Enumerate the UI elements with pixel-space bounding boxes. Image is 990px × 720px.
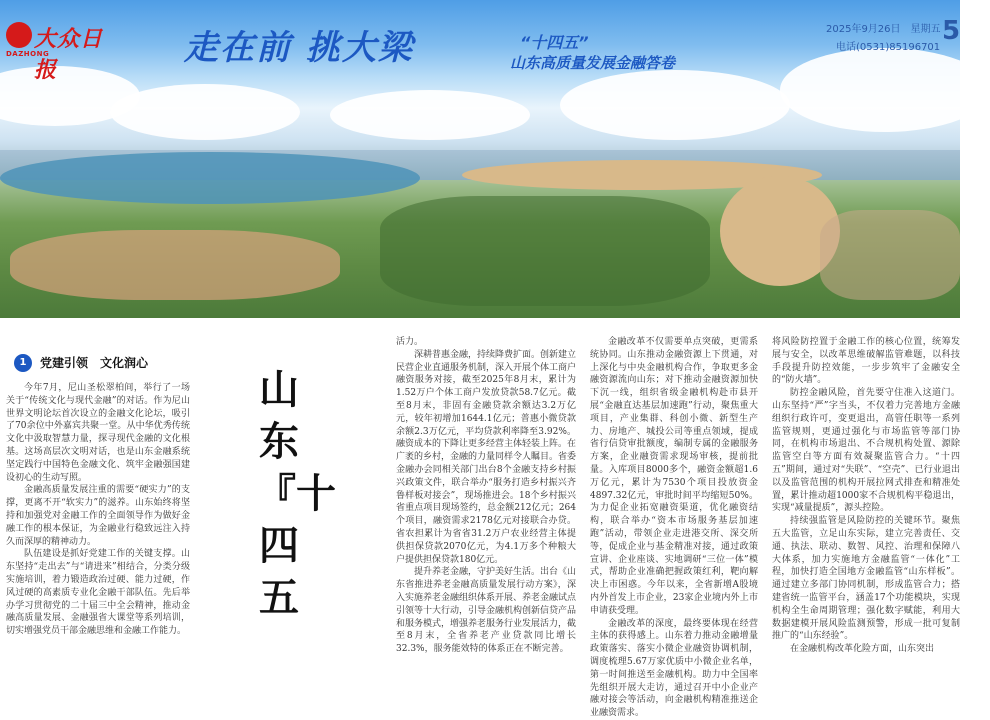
section-badge-icon: 1 (14, 354, 32, 372)
paragraph: 持续强监管是风险防控的关键环节。聚焦五大监管，立足山东实际，建立完善责任、交通、执法、联动、数智、风控、治理和保障八大体系，加力实施地方金融监管“一体化”工程，加快打造全国地方金融监管“山东样板”。通过建立多部门协同机制，形成监管合力；搭建省统一监管平台，涵盖17个功能模块，实现机构全生命周期管理；强化数字赋能，利用大数据建模开展风险监测预警，形成一批可复制推广的“山东经验”。 (772, 516, 960, 642)
article-column-4 (590, 336, 758, 719)
subtitle-2: 山东高质量发展金融答卷 (510, 54, 676, 72)
subtitle-1: “十四五” (520, 33, 589, 52)
vertical-article-title: 山东『十四五 (256, 366, 336, 621)
paper-logo[interactable] (6, 22, 118, 83)
cloud (110, 84, 300, 140)
cloud (330, 90, 530, 140)
article-column-3 (396, 336, 577, 655)
paper-name: 大众日报 (34, 26, 104, 83)
paragraph: 在金融机构改革化险方面，山东突出 (790, 644, 935, 655)
cloud (560, 70, 790, 140)
paragraph: 金融改革不仅需要单点突破，更需系统协同。山东推动金融资源上下贯通，对上深化与中央金融机构合作，争取更多金融资源流向山东；对下推动金融资源加快下沉一线，组织省级金融机构赴市县开展“金融直达基层加速跑”行动，聚焦重大项目，产业集群、科创小微、新型生产力、房地产、城投公司等重点领域，提成省行信贷审批额度，编制专属的金融服务方案，企业融资需求现场审核，提前批量。入库项目8000多个，融资金额超1.6万亿元，累计为7530个项目投放资金4897.32亿元，审批时间平均缩短50%。为力促企业拓宽融资渠道，优化融资结构，联合举办“资本市场服务基层加速跑”活动，带领企业走进港交所、深交所等，促成企业与基金精准对接，通过政策宣讲、企业座谈、实地调研“三位一体”模式，帮助企业准确把握政策红利，靶向解决上市困惑。今年以来，全省新增A股境内外首发上市企业，23家企业境内外上市申请获受理。 (590, 337, 758, 616)
article-column-1 (6, 382, 190, 637)
article-column-5 (772, 336, 960, 655)
town-area (10, 230, 340, 300)
section-title: 党建引领 文化润心 (40, 356, 149, 370)
paragraph: 队伍建设是抓好党建工作的关键支撑。山东坚持“走出去”与“请进来”相结合，分类分级实施培训，着力锻造政治过硬、能力过硬，作风过硬的高素质专业化金融干部队伍。先后举办学习贯彻党的二十届三中全会精神，推动金融高质量发展、金融强省大课堂等系列培训，切实增强党员干部金融思维和金融工作能力。 (6, 549, 190, 637)
paragraph: 提升养老金融，守护美好生活。出台《山东省推进养老金融高质量发展行动方案》，深入实施养老金融组织体系开展、养老金融试点引领等十大行动，引导金融机构创新信贷产品和服务模式，增强养老服务行业发展活力，截至8月末，全省养老产业贷款同比增长32.3%，服务能效特的体系正在不断完善。 (396, 567, 577, 655)
paragraph: 金融高质量发展注重的需要“硬实力”的支撑，更离不开“软实力”的滋养。山东始终将坚持和加强党对金融工作的全面领导作为做好金融工作的根本保证，为金融业行稳致远注入持久而深厚的精神动力。 (6, 485, 190, 547)
contact-phone: 电话(0531)85196701 (836, 42, 941, 53)
paragraph: 活力。 (396, 337, 424, 347)
cloud (780, 48, 990, 132)
page-number: 5 (942, 16, 961, 46)
farmland (820, 210, 960, 300)
paragraph: 金融改革的深度，最终要体现在经营主体的获得感上。山东着力推动金融增量政策落实、落实小微企业融资协调机制，调度梳理5.67万家优质中小微企业名单，第一时间推送至金融机构。助力中全国率先组织开展大走访，通过召开中小企业产融对接会等活动，向金融机构精准推送企业融资需求。 (590, 618, 758, 719)
issue-date: 2025年9月26日 星期五 (826, 24, 941, 35)
paragraph: 深耕普惠金融，持续降费扩面。创新建立民营企业直通服务机制，深入开展个体工商户融资服务对接，截至2025年8月末，累计为1.52万户个体工商户发放贷款58.7亿元。截至8月末，非固有金融贷款余额达3.2万亿元，较年初增加1644.1亿元；普惠小微贷款余额2.3万亿元，平均贷款利率降至3.92%。融资成本的下降让更多经营主体轻装上阵。在广袤的乡村，金融的力量同样令人瞩目。省委金融办会同相关部门出台8个金融支持乡村振兴政策文件，联合举办“服务打造乡村振兴齐鲁样板对接会”，现场推进会。18个乡村振兴省重点项目现场签约，总金额212亿元；264个项目，融资需求2178亿元对接联合办贷。省农担累计为省省31.2万户农业经营主体提供担保贷款2070亿元，为4.1万多个种粮大户提供担保贷款180亿元。 (396, 349, 577, 565)
headline: 走在前 挑大梁 (184, 28, 414, 68)
lake (0, 152, 420, 204)
logo-mark-icon (6, 22, 32, 48)
paragraph: 今年7月，尼山圣松翠柏间，举行了一场关于“传统文化与现代金融”的对话。作为尼山世界文明论坛首次设立的金融文化论坛，吸引了70余位中外嘉宾共聚一堂。从中华优秀传统文化中汲取智慧力量，探寻现代金融的文化根基。这场高层次文明对话，也是山东金融系统坚定践行中国特色金融文化、筑牢金融强国建设初心的生动写照。 (6, 383, 190, 483)
paper-sub: DAZHONG (6, 50, 50, 58)
paragraph: 防控金融风险，首先要守住准入这道门。山东坚持“严”字当头，不仅着力完善地方金融组织行政许可，变更退出，高管任职等一系列监管规则，更通过强化与市场监管等部门协同，在机构市场退出、不合规机构处置、源除监管空白等方面有效凝聚监管合力。“十四五”期间，通过对“失联”、“空壳”、已行业退出以及监管范围的机构开展拉网式排查和精准处置，累计推动超1000家不合规机构平稳退出，实现“减量提质”，源头控险。 (772, 388, 960, 514)
farmland (380, 196, 710, 306)
hero-banner (0, 0, 960, 318)
paragraph: 将风险防控置于金融工作的核心位置，统筹发展与安全，以改革思维破解监管难题，以科技手段提升防控效能，一步步筑牢了金融安全的“防火墙”。 (772, 337, 960, 386)
